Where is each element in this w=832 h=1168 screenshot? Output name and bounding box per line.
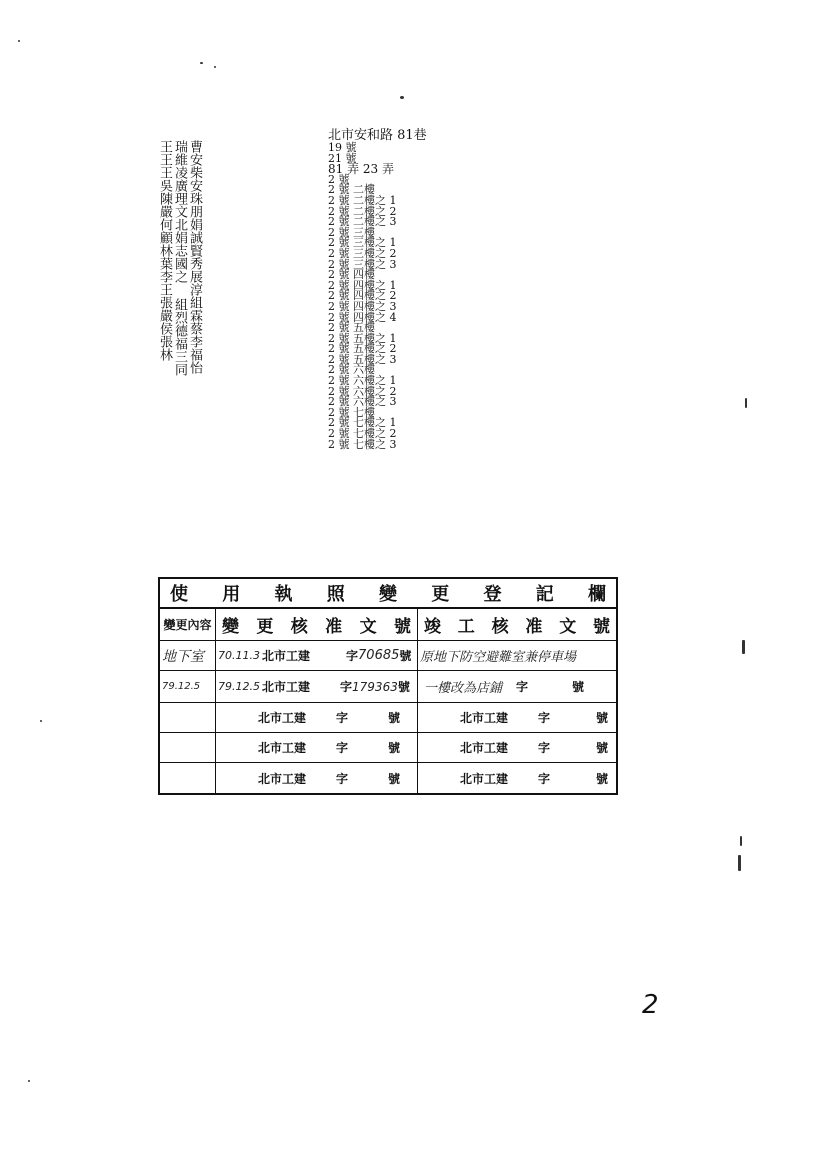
register-row (160, 703, 616, 733)
address-line: 2 號 四樓之 1 (328, 278, 397, 292)
address-line: 2 號 二樓 (328, 183, 375, 197)
address-line: 2 號 (328, 172, 350, 186)
row-change-approval: 70.11.3 北市工建 字 70685 號 (216, 641, 418, 670)
address-line: 2 號 五樓 (328, 321, 375, 335)
address-line: 2 號 五樓之 1 (328, 331, 397, 345)
owner-name-list (158, 140, 201, 430)
address-line: 2 號 二樓之 1 (328, 193, 397, 207)
register-row (160, 733, 616, 763)
row-change-approval: 79.12.5 北市工建 字 179363 號 (216, 671, 418, 702)
header-completion-approval-number: 竣 工 核 准 文 號 (424, 617, 610, 637)
scan-speck (738, 855, 741, 871)
address-line: 2 號 四樓之 4 (328, 310, 397, 324)
address-line: 2 號 六樓之 1 (328, 374, 397, 388)
address-line: 2 號 七樓 (328, 405, 375, 419)
owner-column-1: 曹安柴安珠朋娟誠賢秀展淳組霖蔡李福怡 (187, 140, 202, 374)
row-change-content: 79.12.5 (160, 671, 216, 702)
row-completion-approval: 原地下防空避難室兼停車場 (420, 650, 577, 665)
scan-speck (28, 1080, 30, 1082)
register-header-row (160, 609, 616, 641)
scan-speck (200, 62, 203, 64)
address-line: 2 號 二樓之 3 (328, 215, 397, 229)
address-line: 2 號 三樓之 2 (328, 246, 397, 260)
row-change-approval: 北市工建 字 號 (216, 703, 418, 732)
owner-column-3: 王王王吳陳嚴何顧林葉李王張嚴侯張林 (157, 140, 172, 361)
scan-speck (742, 640, 745, 654)
owner-column-2: 瑞維凌廣理文北娟志國之 組烈德福三同 (172, 140, 187, 376)
row-change-approval: 北市工建 字 號 (216, 763, 418, 793)
register-row (160, 763, 616, 793)
address-line: 2 號 三樓之 3 (328, 257, 397, 271)
row-completion-approval: 一樓改為店鋪 字 號 (424, 680, 585, 696)
address-line: 2 號 二樓之 2 (328, 204, 397, 218)
address-line: 81 弄 23 弄 (328, 162, 394, 177)
scan-speck (745, 398, 747, 408)
address-line: 19 號 (328, 141, 357, 154)
row-change-approval: 北市工建 字 號 (216, 733, 418, 762)
address-line: 2 號 四樓之 2 (328, 289, 397, 303)
address-line: 2 號 四樓 (328, 268, 375, 282)
address-line: 2 號 七樓之 3 (328, 437, 397, 451)
address-line: 2 號 五樓之 2 (328, 342, 397, 356)
row-completion-approval: 北市工建 字 號 (460, 771, 609, 786)
usage-permit-change-register (158, 577, 618, 795)
row-change-content (160, 703, 216, 732)
address-line: 2 號 三樓 (328, 225, 375, 239)
address-line: 2 號 六樓之 3 (328, 395, 397, 409)
scan-speck (214, 66, 216, 68)
scan-speck (40, 720, 42, 722)
scan-speck (740, 836, 742, 846)
address-line: 2 號 四樓之 3 (328, 299, 397, 313)
address-line: 2 號 六樓 (328, 363, 375, 377)
register-title: 使 用 執 照 變 更 登 記 欄 (160, 579, 616, 609)
address-list (328, 128, 427, 450)
register-row (160, 641, 616, 671)
address-line: 2 號 七樓之 2 (328, 427, 397, 441)
row-change-content: 地下室 (160, 641, 216, 670)
row-change-content (160, 763, 216, 793)
scan-speck (18, 40, 20, 42)
header-change-content: 變更內容 (160, 609, 216, 640)
address-line: 2 號 五樓之 3 (328, 352, 397, 366)
row-completion-approval: 北市工建 字 號 (460, 711, 609, 725)
scan-speck (400, 96, 404, 99)
address-line: 2 號 七樓之 1 (328, 416, 397, 430)
address-line: 21 號 (328, 151, 357, 165)
register-row (160, 671, 616, 703)
header-change-approval-number: 變 更 核 准 文 號 (216, 609, 418, 640)
address-line: 2 號 六樓之 2 (328, 384, 397, 398)
page-number: 2 (642, 990, 659, 1020)
address-heading: 北市安和路 81巷 (328, 128, 427, 143)
row-change-content (160, 733, 216, 762)
address-line: 2 號 三樓之 1 (328, 236, 397, 250)
row-completion-approval: 北市工建 字 號 (460, 741, 609, 755)
